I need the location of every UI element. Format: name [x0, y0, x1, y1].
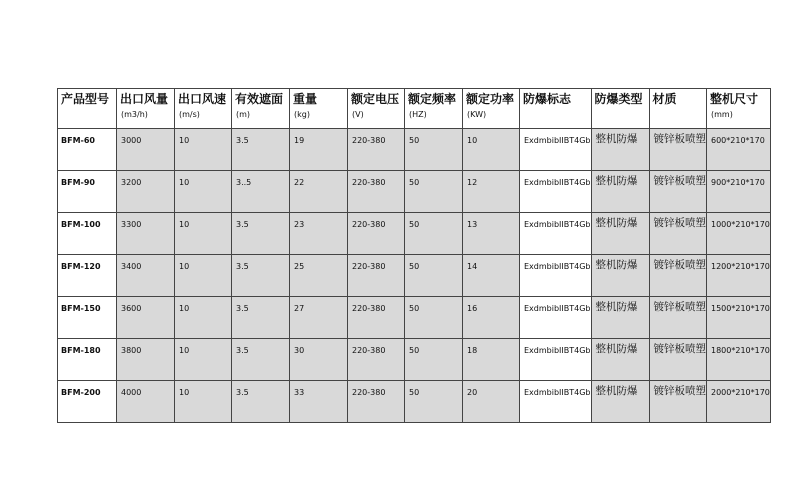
column-header [175, 89, 232, 129]
table-cell [348, 381, 405, 423]
table-cell [117, 213, 175, 255]
header-row [58, 89, 771, 129]
table-cell [520, 129, 592, 171]
table-cell [591, 381, 649, 423]
table-cell [117, 339, 175, 381]
table-cell [591, 339, 649, 381]
model-number: BFM-100 [61, 220, 101, 229]
cell-value: 1500*210*170 [711, 304, 770, 313]
table-cell [117, 255, 175, 297]
column-header [117, 89, 175, 129]
cell-value: 3000 [121, 136, 142, 145]
table-cell [649, 129, 707, 171]
cell-value: 整机防爆 [595, 385, 638, 397]
cell-value: 10 [179, 304, 190, 313]
table-cell [290, 129, 348, 171]
table-cell [232, 381, 290, 423]
cell-value: 镀锌板喷塑 [653, 175, 706, 187]
table-cell [520, 255, 592, 297]
column-header [463, 89, 520, 129]
table-cell [649, 339, 707, 381]
model-number: BFM-180 [61, 346, 101, 355]
cell-value: 整机防爆 [595, 217, 638, 229]
column-header-label: 材质 [652, 92, 677, 106]
table-cell [520, 213, 592, 255]
table-cell [520, 171, 592, 213]
table-row [58, 129, 771, 171]
table-cell [405, 255, 463, 297]
cell-value: 900*210*170 [711, 178, 765, 187]
table-cell [232, 213, 290, 255]
cell-value: 镀锌板喷塑 [653, 259, 706, 271]
table-cell [591, 129, 649, 171]
column-header [707, 89, 771, 129]
cell-value: 1200*210*170 [711, 262, 770, 271]
cell-value: 50 [409, 178, 420, 187]
table-cell [463, 297, 520, 339]
cell-value: 10 [179, 220, 190, 229]
cell-value: ExdmbibIIBT4Gb [524, 346, 591, 355]
table-cell [58, 381, 117, 423]
cell-value: 50 [409, 388, 420, 397]
cell-value: 600*210*170 [711, 136, 765, 145]
cell-value: 50 [409, 346, 420, 355]
table-cell [348, 255, 405, 297]
column-header [649, 89, 707, 129]
cell-value: 220-380 [352, 220, 386, 229]
column-header-unit [650, 107, 707, 109]
cell-value: 3.5 [236, 220, 249, 229]
table-cell [405, 129, 463, 171]
cell-value: 整机防爆 [595, 343, 638, 355]
table-cell [232, 339, 290, 381]
table-cell [463, 339, 520, 381]
column-header-label: 额定电压 [351, 92, 400, 106]
table-cell [290, 339, 348, 381]
table-row [58, 297, 771, 339]
cell-value: 4000 [121, 388, 142, 397]
column-header-label: 产品型号 [61, 92, 110, 106]
cell-value: 50 [409, 136, 420, 145]
cell-value: 整机防爆 [595, 175, 638, 187]
cell-value: 镀锌板喷塑 [653, 217, 706, 229]
table-cell [591, 213, 649, 255]
table-cell [405, 171, 463, 213]
table-cell [463, 129, 520, 171]
column-header-unit: (KW) [467, 110, 487, 119]
cell-value: 3400 [121, 262, 142, 271]
cell-value: 镀锌板喷塑 [653, 133, 706, 145]
table-row [58, 255, 771, 297]
table-cell [348, 213, 405, 255]
column-header [290, 89, 348, 129]
table-cell [348, 129, 405, 171]
table-cell [405, 213, 463, 255]
column-header-label: 额定功率 [466, 92, 515, 106]
cell-value: 镀锌板喷塑 [653, 343, 706, 355]
model-number: BFM-150 [61, 304, 101, 313]
cell-value: ExdmbibIIBT4Gb [524, 388, 591, 397]
cell-value: 3.5 [236, 346, 249, 355]
table-cell [117, 129, 175, 171]
table-cell [58, 297, 117, 339]
cell-value: 10 [179, 136, 190, 145]
table-cell [463, 171, 520, 213]
table-cell [290, 381, 348, 423]
table-cell [290, 213, 348, 255]
table-cell [175, 381, 232, 423]
table-cell [117, 297, 175, 339]
column-header-label: 防爆标志 [523, 92, 572, 106]
column-header [520, 89, 592, 129]
table-cell [707, 255, 771, 297]
table-cell [591, 297, 649, 339]
cell-value: 3.5 [236, 304, 249, 313]
column-header-label: 有效遮面 [235, 92, 284, 106]
column-header-unit: (m/s) [179, 110, 200, 119]
cell-value: 3.5 [236, 136, 249, 145]
cell-value: 220-380 [352, 388, 386, 397]
table-cell [232, 129, 290, 171]
cell-value: 2000*210*170 [711, 388, 770, 397]
table-cell [649, 171, 707, 213]
column-header [591, 89, 649, 129]
table-cell [117, 381, 175, 423]
cell-value: 12 [467, 178, 478, 187]
table-cell [707, 297, 771, 339]
cell-value: 3.5 [236, 388, 249, 397]
cell-value: ExdmbibIIBT4Gb [524, 220, 591, 229]
table-cell [175, 129, 232, 171]
cell-value: 23 [294, 220, 305, 229]
cell-value: 220-380 [352, 304, 386, 313]
column-header-unit: (m) [236, 110, 251, 119]
column-header-label: 重量 [293, 92, 318, 106]
table-cell [520, 297, 592, 339]
table-cell [520, 381, 592, 423]
column-header-unit: (kg) [294, 110, 310, 119]
cell-value: 10 [179, 346, 190, 355]
table-row [58, 171, 771, 213]
table-cell [405, 381, 463, 423]
table-cell [649, 213, 707, 255]
cell-value: 10 [467, 136, 478, 145]
column-header-label: 整机尺寸 [710, 92, 759, 106]
cell-value: 30 [294, 346, 305, 355]
column-header-label: 出口风量 [120, 92, 169, 106]
model-number: BFM-200 [61, 388, 101, 397]
table-body [58, 89, 771, 423]
table-row [58, 339, 771, 381]
table-cell [58, 339, 117, 381]
column-header-unit [592, 107, 649, 109]
table-cell [405, 339, 463, 381]
cell-value: 3600 [121, 304, 142, 313]
cell-value: 10 [179, 388, 190, 397]
cell-value: 3300 [121, 220, 142, 229]
model-number: BFM-90 [61, 178, 95, 187]
cell-value: 50 [409, 304, 420, 313]
cell-value: ExdmbibIIBT4Gb [524, 262, 591, 271]
table-cell [232, 171, 290, 213]
table-cell [58, 213, 117, 255]
cell-value: 19 [294, 136, 305, 145]
column-header-unit: (HZ) [409, 110, 427, 119]
cell-value: 镀锌板喷塑 [653, 301, 706, 313]
cell-value: 220-380 [352, 136, 386, 145]
table-cell [591, 255, 649, 297]
cell-value: 16 [467, 304, 478, 313]
table-cell [175, 213, 232, 255]
cell-value: 50 [409, 262, 420, 271]
cell-value: 整机防爆 [595, 301, 638, 313]
table-cell [58, 255, 117, 297]
column-header [405, 89, 463, 129]
table-cell [58, 129, 117, 171]
cell-value: 3200 [121, 178, 142, 187]
column-header-unit: (m3/h) [121, 110, 148, 119]
table-cell [175, 171, 232, 213]
column-header-label: 额定频率 [408, 92, 457, 106]
table-cell [520, 339, 592, 381]
column-header-unit [520, 107, 591, 109]
table-cell [591, 171, 649, 213]
cell-value: 13 [467, 220, 478, 229]
cell-value: 25 [294, 262, 305, 271]
table-cell [707, 171, 771, 213]
table-cell [175, 339, 232, 381]
cell-value: 220-380 [352, 178, 386, 187]
table-cell [649, 255, 707, 297]
table-cell [463, 255, 520, 297]
cell-value: 50 [409, 220, 420, 229]
table-cell [290, 171, 348, 213]
table-cell [348, 297, 405, 339]
cell-value: 3.5 [236, 262, 249, 271]
cell-value: 22 [294, 178, 305, 187]
table-cell [290, 297, 348, 339]
table-cell [649, 297, 707, 339]
cell-value: ExdmbibIIBT4Gb [524, 304, 591, 313]
cell-value: 20 [467, 388, 478, 397]
table-cell [348, 339, 405, 381]
cell-value: ExdmbibIIBT4Gb [524, 178, 591, 187]
cell-value: 3..5 [236, 178, 252, 187]
table-cell [175, 255, 232, 297]
column-header [348, 89, 405, 129]
cell-value: 10 [179, 178, 190, 187]
table-cell [175, 297, 232, 339]
column-header-label: 防爆类型 [594, 92, 643, 106]
cell-value: 14 [467, 262, 478, 271]
table-cell [707, 339, 771, 381]
cell-value: 33 [294, 388, 305, 397]
cell-value: 3800 [121, 346, 142, 355]
product-spec-table [57, 88, 771, 423]
cell-value: 整机防爆 [595, 133, 638, 145]
table-cell [348, 171, 405, 213]
table-row [58, 213, 771, 255]
cell-value: 整机防爆 [595, 259, 638, 271]
cell-value: 镀锌板喷塑 [653, 385, 706, 397]
column-header-unit [58, 107, 116, 109]
cell-value: 1800*210*170 [711, 346, 770, 355]
table-row [58, 381, 771, 423]
model-number: BFM-120 [61, 262, 101, 271]
table-cell [707, 129, 771, 171]
table-cell [463, 213, 520, 255]
cell-value: 220-380 [352, 262, 386, 271]
table-cell [707, 381, 771, 423]
table-cell [58, 171, 117, 213]
cell-value: ExdmbibIIBT4Gb [524, 136, 591, 145]
model-number: BFM-60 [61, 136, 95, 145]
table-cell [290, 255, 348, 297]
table-cell [232, 255, 290, 297]
column-header [58, 89, 117, 129]
table-cell [649, 381, 707, 423]
table-cell [707, 213, 771, 255]
column-header-unit: (V) [352, 110, 364, 119]
cell-value: 18 [467, 346, 478, 355]
table-cell [405, 297, 463, 339]
column-header-label: 出口风速 [178, 92, 227, 106]
table-cell [463, 381, 520, 423]
table-cell [232, 297, 290, 339]
cell-value: 220-380 [352, 346, 386, 355]
column-header-unit: (mm) [711, 110, 733, 119]
table-cell [117, 171, 175, 213]
cell-value: 1000*210*170 [711, 220, 770, 229]
cell-value: 27 [294, 304, 305, 313]
column-header [232, 89, 290, 129]
cell-value: 10 [179, 262, 190, 271]
